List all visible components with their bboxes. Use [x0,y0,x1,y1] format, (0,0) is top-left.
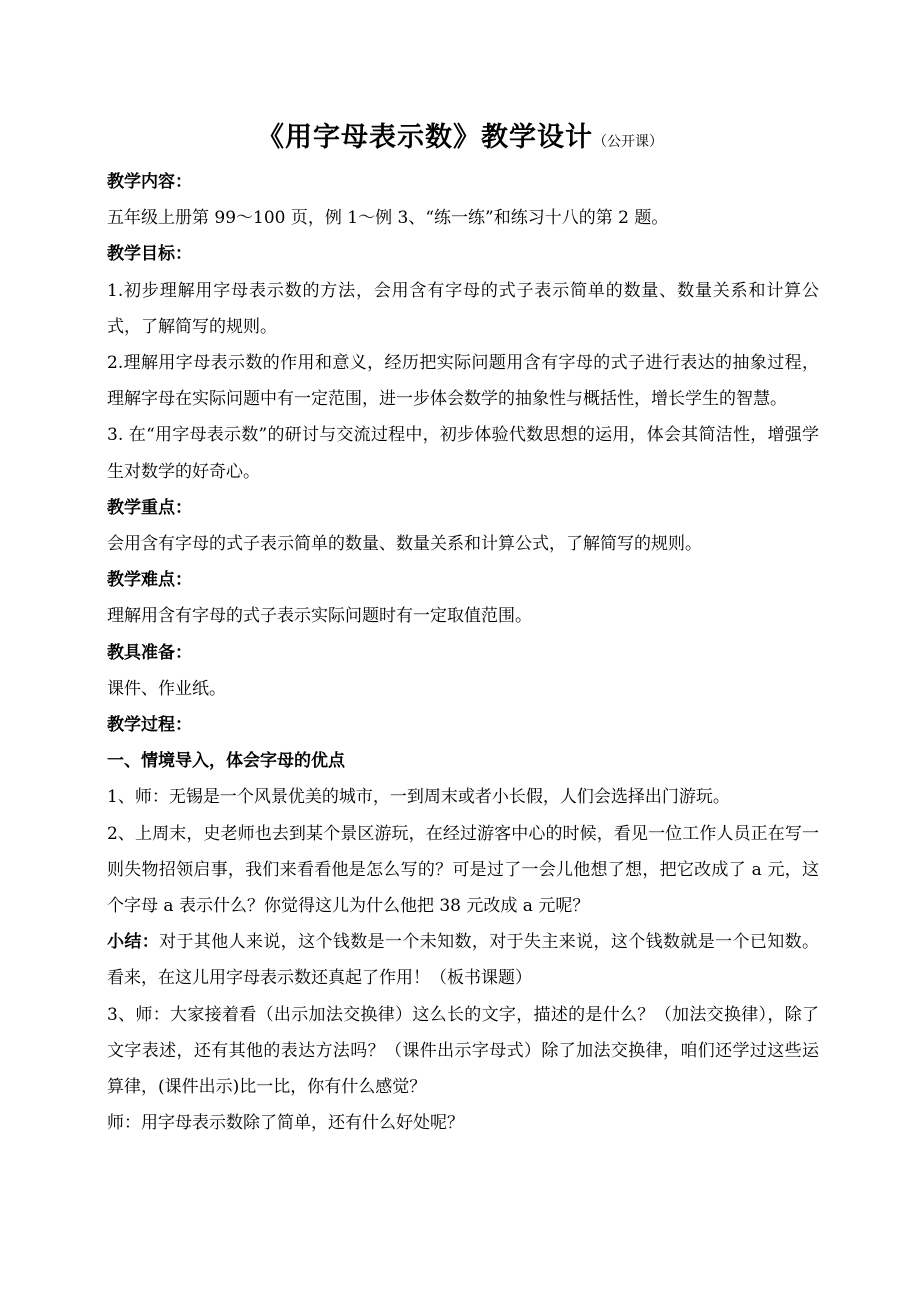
summary-paragraph [107,924,819,996]
title-note: （公开课） [593,134,663,150]
title-text: 《用字母表示数》教学设计 [257,122,593,153]
key-points-text: 会用含有字母的式子表示简单的数量、数量关系和计算公式，了解简写的规则。 [107,534,702,555]
heading-key-points: 教学重点： [107,497,192,518]
goal-item: 2.理解用字母表示数的作用和意义，经历把实际问题用含有字母的式子进行表达的抽象过程，理解字母在实际问题中有一定范围，进一步体会数学的抽象性与概括性，增长学生的智慧。 [107,353,819,410]
goal-item: 1.初步理解用字母表示数的方法，会用含有字母的式子表示简单的数量、数量关系和计算公式，了解简写的规则。 [107,280,819,337]
section-heading: 一、情境导入，体会字母的优点 [107,751,345,772]
heading-content: 教学内容： [107,172,192,192]
process-step: 1、师：无锡是一个风景优美的城市，一到周末或者小长假，人们会选择出门游玩。 [107,787,730,808]
process-step: 3、师：大家接着看（出示加法交换律）这么长的文字，描述的是什么？（加法交换律），除了文字表述，还有其他的表达方法吗？（课件出示字母式）除了加法交换律，咱们还学过这些运算律，(课件出示)比一比，你有什么感觉？ [107,1004,819,1098]
heading-tools: 教具准备： [107,642,192,663]
heading-difficulties: 教学难点： [107,570,192,591]
document-title [0,118,920,162]
teacher-question: 师：用字母表示数除了简单，还有什么好处呢？ [107,1113,464,1134]
heading-goals: 教学目标： [107,244,192,265]
difficulties-text: 理解用含有字母的式子表示实际问题时有一定取值范围。 [107,606,532,627]
tools-text: 课件、作业纸。 [107,678,226,699]
content-text: 五年级上册第 99～100 页，例 1～例 3、“练一练”和练习十八的第 2 题。 [107,208,669,229]
summary-label: 小结： [107,932,160,953]
heading-process: 教学过程： [107,715,192,736]
document-body [107,164,819,1141]
goal-item: 3. 在“用字母表示数”的研讨与交流过程中，初步体验代数思想的运用，体会其简洁性，增强学生对数学的好奇心。 [107,425,819,482]
process-step: 2、上周末，史老师也去到某个景区游玩，在经过游客中心的时候，看见一位工作人员正在写一则失物招领启事，我们来看看他是怎么写的？可是过了一会儿他想了想，把它改成了 a 元，这个字母 a 表示什么？你觉得这儿为什么他把 38 元改成 a 元呢？ [107,823,819,917]
summary-text: 对于其他人来说，这个钱数是一个未知数，对于失主来说，这个钱数就是一个已知数。看来，在这儿用字母表示数还真起了作用！（板书课题） [107,932,819,989]
